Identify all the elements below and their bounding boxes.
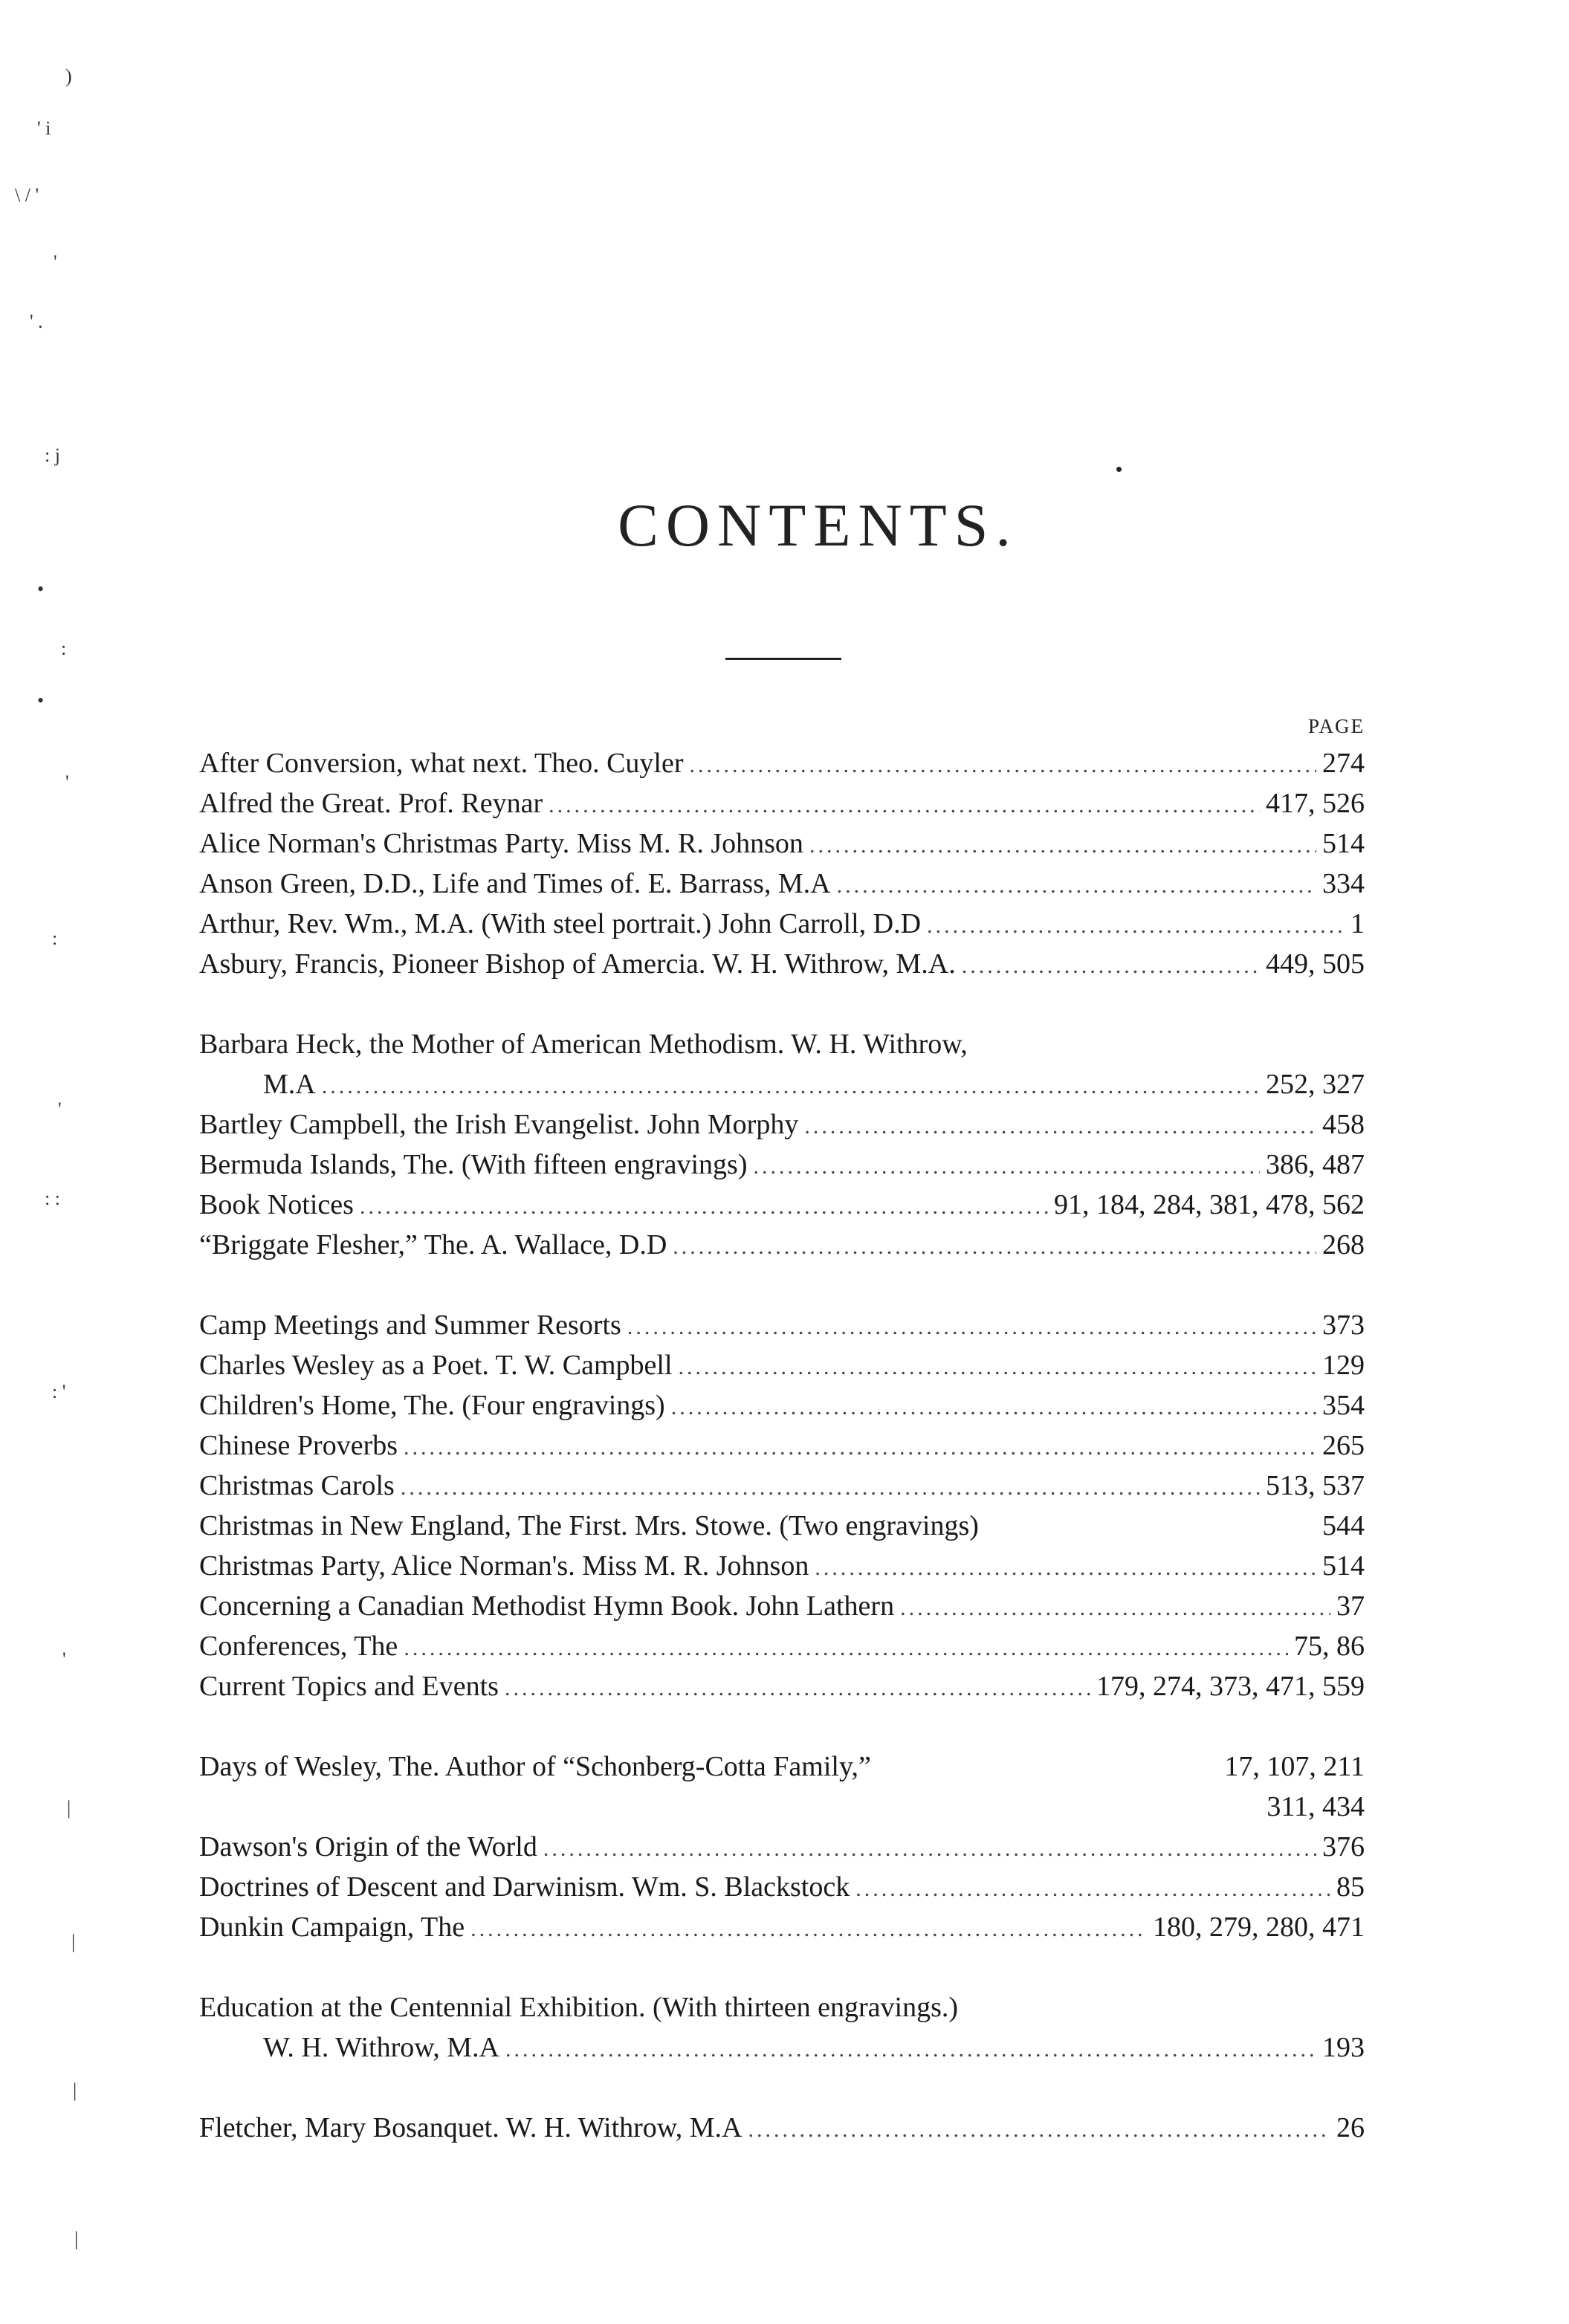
dot-leader	[815, 1548, 1316, 1588]
entry-pages: 17, 107, 211	[1224, 1751, 1365, 1782]
dot-leader	[404, 1628, 1288, 1668]
entry-title: Camp Meetings and Summer Resorts	[199, 1310, 621, 1341]
binding-gutter-marks: ) ' i \ / ' ' ' . : j • : • ' : ' : : : ' ' | | | |	[15, 65, 79, 2250]
toc-entry[interactable]	[199, 823, 1365, 864]
entry-pages: 85	[1336, 1871, 1365, 1903]
entry-pages: 544	[1322, 1510, 1365, 1541]
toc-entry[interactable]	[199, 904, 1365, 944]
entry-title: After Conversion, what next. Theo. Cuyler	[199, 748, 684, 779]
entry-title: Doctrines of Descent and Darwinism. Wm. S. Blackstock	[199, 1871, 850, 1903]
print-speck	[1116, 467, 1122, 472]
entry-title: “Briggate Flesher,” The. A. Wallace, D.D	[199, 1229, 667, 1260]
toc-entry[interactable]	[199, 1506, 1365, 1546]
toc-entry[interactable]	[199, 1104, 1365, 1145]
page-title: CONTENTS.	[618, 491, 1018, 559]
entry-pages: 37	[1336, 1590, 1365, 1622]
entry-pages: 354	[1322, 1390, 1365, 1421]
entry-pages: 193	[1322, 2032, 1365, 2063]
toc-entry[interactable]	[199, 1546, 1365, 1586]
toc-entry[interactable]	[199, 1345, 1365, 1385]
entry-pages: 252, 327	[1266, 1069, 1365, 1100]
entry-title: Alfred the Great. Prof. Reynar	[199, 788, 543, 819]
entry-title: Chinese Proverbs	[199, 1430, 398, 1461]
entry-pages: 373	[1322, 1310, 1365, 1341]
entry-pages: 268	[1322, 1229, 1365, 1260]
entry-pages: 75, 86	[1294, 1631, 1365, 1662]
entry-title: Days of Wesley, The. Author of “Schonberg-Cotta Family,”	[199, 1751, 871, 1782]
entry-pages: 265	[1322, 1430, 1365, 1461]
dot-leader	[962, 946, 1260, 986]
toc-entry[interactable]	[199, 1827, 1365, 1867]
entry-continuation: W. H. Withrow, M.A	[263, 2032, 499, 2063]
dot-leader	[855, 1869, 1330, 1909]
toc-entry[interactable]	[199, 864, 1365, 904]
entry-pages: 376	[1322, 1831, 1365, 1862]
dot-leader	[679, 1347, 1316, 1388]
dot-leader	[505, 1668, 1090, 1709]
toc-entry[interactable]	[199, 1747, 1365, 1787]
entry-pages: 513, 537	[1266, 1470, 1365, 1501]
entry-pages: 417, 526	[1266, 788, 1365, 819]
toc-entry[interactable]	[199, 1305, 1365, 1345]
dot-leader	[549, 786, 1260, 826]
entry-title: Conferences, The	[199, 1631, 398, 1662]
entry-title: Christmas Carols	[199, 1470, 395, 1501]
entry-title: Anson Green, D.D., Life and Times of. E. Barrass, M.A	[199, 868, 831, 899]
entry-pages-continued: 311, 434	[1266, 1791, 1365, 1822]
entry-pages: 334	[1322, 868, 1365, 899]
entry-pages: 129	[1322, 1350, 1365, 1381]
toc-entry[interactable]	[199, 1626, 1365, 1666]
entry-pages: 514	[1322, 828, 1365, 859]
toc-entry[interactable]	[199, 783, 1365, 823]
entry-title: Book Notices	[199, 1189, 354, 1220]
toc-entry[interactable]	[199, 1586, 1365, 1626]
entry-continuation: M.A	[263, 1069, 316, 1100]
dot-leader	[754, 1147, 1261, 1187]
dot-leader	[748, 2110, 1330, 2150]
dot-leader	[505, 2030, 1316, 2070]
toc-entry[interactable]	[199, 1145, 1365, 1185]
entry-title: Concerning a Canadian Methodist Hymn Book. John Lathern	[199, 1590, 895, 1622]
dot-leader	[690, 745, 1317, 786]
group-gap	[199, 1706, 1365, 1747]
entry-title: Barbara Heck, the Mother of American Methodism. W. H. Withrow,	[199, 1029, 968, 1060]
entry-pages: 179, 274, 373, 471, 559	[1096, 1671, 1365, 1702]
dot-leader	[543, 1829, 1316, 1869]
entry-pages: 26	[1336, 2112, 1365, 2143]
toc-entry[interactable]	[199, 1225, 1365, 1265]
entry-title: Charles Wesley as a Poet. T. W. Campbell	[199, 1350, 673, 1381]
entry-title: Dunkin Campaign, The	[199, 1912, 465, 1943]
entry-pages: 91, 184, 284, 381, 478, 562	[1054, 1189, 1365, 1220]
entry-pages: 1	[1350, 908, 1365, 939]
dot-leader	[401, 1468, 1260, 1508]
entry-title: Children's Home, The. (Four engravings)	[199, 1390, 665, 1421]
title-rule	[725, 658, 841, 660]
entry-pages: 449, 505	[1266, 948, 1365, 980]
entry-pages: 458	[1322, 1109, 1365, 1140]
dot-leader	[404, 1428, 1316, 1468]
toc-entry[interactable]	[199, 1907, 1365, 1947]
entry-title: Christmas Party, Alice Norman's. Miss M. R. Johnson	[199, 1550, 809, 1582]
toc-entry[interactable]	[199, 1185, 1365, 1225]
toc-entry-continuation[interactable]	[199, 1787, 1365, 1827]
entry-title: Arthur, Rev. Wm., M.A. (With steel portrait.) John Carroll, D.D	[199, 908, 922, 939]
page-column-label: PAGE	[1307, 715, 1365, 737]
dot-leader	[809, 826, 1316, 866]
entry-title: Dawson's Origin of the World	[199, 1831, 537, 1862]
entry-title: Asbury, Francis, Pioneer Bishop of Amercia. W. H. Withrow, M.A.	[199, 948, 956, 980]
entry-title: Bermuda Islands, The. (With fifteen engravings)	[199, 1149, 748, 1180]
dot-leader	[804, 1107, 1316, 1147]
dot-leader	[673, 1227, 1316, 1267]
toc-entry-continuation[interactable]	[199, 2027, 1365, 2068]
table-of-contents	[199, 743, 1365, 2148]
entry-title: Education at the Centennial Exhibition. (With thirteen engravings.)	[199, 1992, 959, 2023]
toc-entry[interactable]	[199, 1466, 1365, 1506]
toc-entry[interactable]	[199, 1666, 1365, 1706]
dot-leader	[927, 906, 1345, 946]
entry-pages: 274	[1322, 748, 1365, 779]
dot-leader	[360, 1187, 1048, 1227]
dot-leader	[627, 1307, 1316, 1347]
entry-title: Fletcher, Mary Bosanquet. W. H. Withrow, M.A	[199, 2112, 743, 2143]
toc-entry[interactable]	[199, 944, 1365, 984]
toc-entry[interactable]	[199, 1987, 1365, 2027]
entry-title: Alice Norman's Christmas Party. Miss M. R. Johnson	[199, 828, 803, 859]
toc-entry[interactable]	[199, 1425, 1365, 1466]
group-gap	[199, 1265, 1365, 1305]
toc-entry[interactable]	[199, 2108, 1365, 2148]
entry-pages: 386, 487	[1266, 1149, 1365, 1180]
dot-leader	[837, 866, 1316, 906]
group-gap	[199, 1947, 1365, 1987]
group-gap	[199, 984, 1365, 1024]
dot-leader	[470, 1909, 1147, 1949]
toc-entry[interactable]	[199, 743, 1365, 783]
dot-leader	[322, 1066, 1260, 1107]
entry-title: Christmas in New England, The First. Mrs. Stowe. (Two engravings)	[199, 1510, 979, 1541]
entry-title: Bartley Campbell, the Irish Evangelist. John Morphy	[199, 1109, 799, 1140]
toc-entry-continuation[interactable]	[199, 1064, 1365, 1104]
toc-entry[interactable]	[199, 1867, 1365, 1907]
dot-leader	[900, 1588, 1330, 1628]
dot-leader	[671, 1388, 1316, 1428]
entry-pages: 514	[1322, 1550, 1365, 1582]
toc-entry[interactable]	[199, 1385, 1365, 1425]
group-gap	[199, 2068, 1365, 2108]
entry-title: Current Topics and Events	[199, 1671, 499, 1702]
toc-entry[interactable]	[199, 1024, 1365, 1064]
entry-pages: 180, 279, 280, 471	[1153, 1912, 1365, 1943]
